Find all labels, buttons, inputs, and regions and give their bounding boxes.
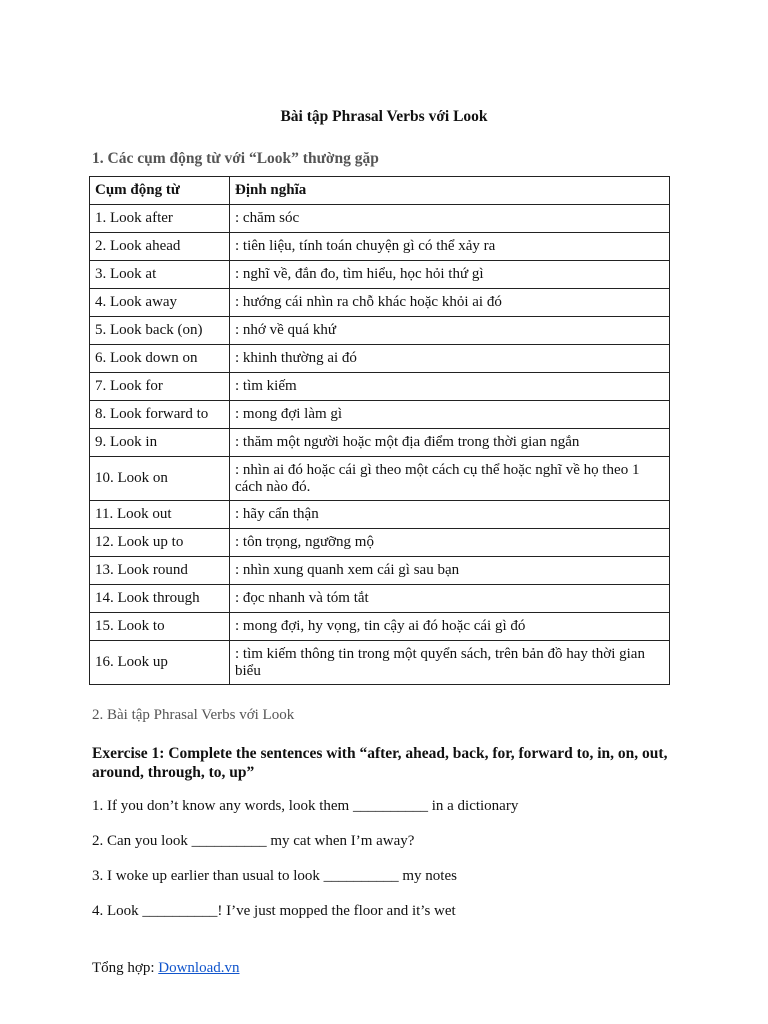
table-row: [90, 429, 670, 457]
definition-cell: : tìm kiếm thông tin trong một quyển sách, trên bản đồ hay thời gian biểu: [230, 641, 670, 685]
section-2-heading: 2. Bài tập Phrasal Verbs với Look: [92, 707, 295, 723]
table-row: [90, 529, 670, 557]
question-4: 4. Look __________! I’ve just mopped the floor and it’s wet: [92, 903, 456, 919]
question-1: 1. If you don’t know any words, look them __________ in a dictionary: [92, 798, 519, 814]
definition-cell: : nhìn xung quanh xem cái gì sau bạn: [230, 557, 670, 585]
definition-cell: : tiên liệu, tính toán chuyện gì có thể xảy ra: [230, 233, 670, 261]
table-row: [90, 205, 670, 233]
phrasal-verb-cell: 4. Look away: [90, 289, 230, 317]
definition-cell: : nhìn ai đó hoặc cái gì theo một cách cụ thể hoặc nghĩ về họ theo 1 cách nào đó.: [230, 457, 670, 501]
table-row: [90, 261, 670, 289]
table-row: [90, 233, 670, 261]
definition-cell: : khinh thường ai đó: [230, 345, 670, 373]
table-row: [90, 457, 670, 501]
phrasal-verb-cell: 13. Look round: [90, 557, 230, 585]
phrasal-verb-cell: 2. Look ahead: [90, 233, 230, 261]
table-row: [90, 373, 670, 401]
phrasal-verb-cell: 7. Look for: [90, 373, 230, 401]
table-row: [90, 641, 670, 685]
definition-cell: : mong đợi, hy vọng, tin cậy ai đó hoặc cái gì đó: [230, 613, 670, 641]
footer-link[interactable]: Download.vn: [158, 960, 240, 976]
definition-cell: : tôn trọng, ngưỡng mộ: [230, 529, 670, 557]
phrasal-verb-cell: 5. Look back (on): [90, 317, 230, 345]
page-title: Bài tập Phrasal Verbs với Look: [280, 108, 488, 125]
phrasal-verb-cell: 10. Look on: [90, 457, 230, 501]
definition-cell: : nghĩ về, đắn đo, tìm hiểu, học hỏi thứ gì: [230, 261, 670, 289]
phrasal-verb-cell: 16. Look up: [90, 641, 230, 685]
definition-cell: : nhớ về quá khứ: [230, 317, 670, 345]
footer: [92, 960, 240, 977]
phrasal-verb-cell: 9. Look in: [90, 429, 230, 457]
definition-cell: : chăm sóc: [230, 205, 670, 233]
table-row: [90, 557, 670, 585]
table-row: [90, 345, 670, 373]
definition-cell: : mong đợi làm gì: [230, 401, 670, 429]
phrasal-verb-cell: 6. Look down on: [90, 345, 230, 373]
table-row: [90, 317, 670, 345]
phrasal-verb-cell: 3. Look at: [90, 261, 230, 289]
question-3: 3. I woke up earlier than usual to look __________ my notes: [92, 868, 457, 884]
table-row: [90, 585, 670, 613]
definition-cell: : đọc nhanh và tóm tắt: [230, 585, 670, 613]
table-row: [90, 613, 670, 641]
footer-label: Tổng hợp:: [92, 960, 159, 976]
table-header-row: [90, 177, 670, 205]
table-row: [90, 401, 670, 429]
column-header-definition: Định nghĩa: [230, 177, 670, 205]
definition-cell: : thăm một người hoặc một địa điểm trong thời gian ngắn: [230, 429, 670, 457]
section-1-heading: 1. Các cụm động từ với “Look” thường gặp: [92, 150, 379, 167]
definition-cell: : tìm kiếm: [230, 373, 670, 401]
phrasal-verb-cell: 8. Look forward to: [90, 401, 230, 429]
phrasal-verb-cell: 15. Look to: [90, 613, 230, 641]
definition-cell: : hãy cẩn thận: [230, 501, 670, 529]
table-row: [90, 289, 670, 317]
definition-cell: : hướng cái nhìn ra chỗ khác hoặc khỏi ai đó: [230, 289, 670, 317]
phrasal-verb-cell: 14. Look through: [90, 585, 230, 613]
table-row: [90, 501, 670, 529]
column-header-verb: Cụm động từ: [90, 177, 230, 205]
phrasal-verb-cell: 1. Look after: [90, 205, 230, 233]
phrasal-verbs-table: [89, 176, 670, 685]
exercise-heading: Exercise 1: Complete the sentences with “after, ahead, back, for, forward to, in, on, out, around, through, to, up”: [92, 745, 668, 781]
phrasal-verb-cell: 11. Look out: [90, 501, 230, 529]
phrasal-verb-cell: 12. Look up to: [90, 529, 230, 557]
question-2: 2. Can you look __________ my cat when I’m away?: [92, 833, 415, 849]
